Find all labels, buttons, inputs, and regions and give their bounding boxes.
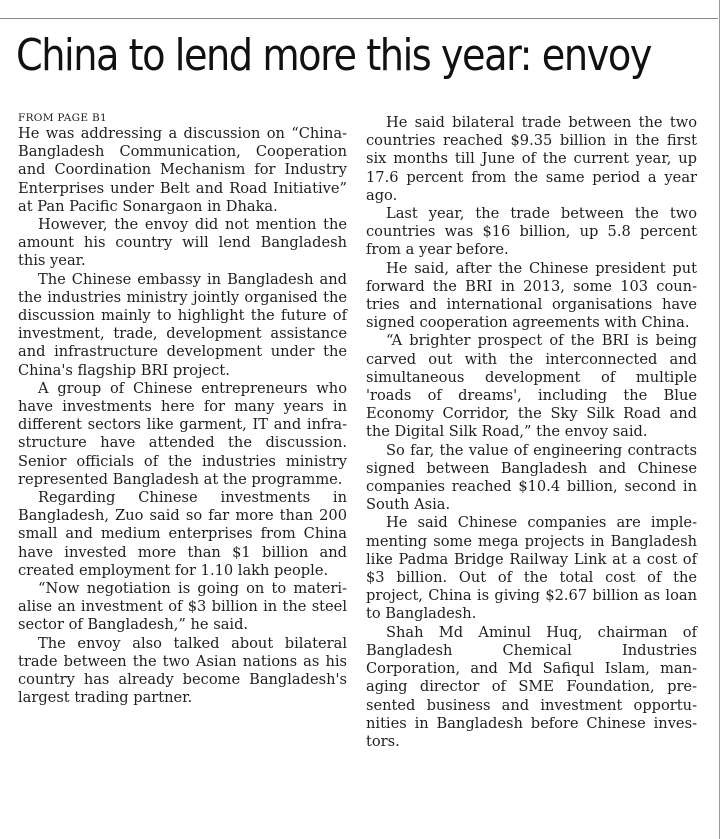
paragraph: He was addressing a discussion on “China-Bangladesh Communication, Cooperation and Coordination Mechanism for Industry Enterprises under Belt and Road Initiative” at Pan Pacific Sonargaon in Dhaka. bbox=[18, 125, 347, 215]
paragraph: The envoy also talked about bilateral trade between the two Asian nations as his country has already become Bangladesh's largest trading partner. bbox=[18, 634, 347, 707]
top-divider bbox=[0, 18, 718, 19]
paragraph: A group of Chinese entrepreneurs who have investments here for many years in different sectors like garment, IT and infrastructure have attended the discussion. Senior officials of the industries ministry represented Bangladesh at the programme. bbox=[18, 379, 347, 488]
paragraph: So far, the value of engineering contracts signed between Bangladesh and Chinese companies reached $10.4 billion, second in South Asia. bbox=[366, 441, 697, 514]
paragraph: Regarding Chinese investments in Bangladesh, Zuo said so far more than 200 small and medium enterprises from China have invested more than $1 billion and created employment for 1.10 lakh people. bbox=[18, 489, 347, 579]
paragraph: Shah Md Aminul Huq, chairman of Bangladesh Chemical Industries Corporation, and Md Safiqul Islam, managing director of SME Foundation, presented business and investment opportunities in Bangladesh before Chinese investors. bbox=[366, 623, 697, 750]
previous-article-remnant bbox=[0, 0, 727, 8]
paragraph: He said, after the Chinese president put forward the BRI in 2013, some 103 countries and international organisations have signed cooperation agreements with China. bbox=[366, 259, 697, 332]
paragraph: Last year, the trade between the two countries was $16 billion, up 5.8 percent from a year before. bbox=[366, 205, 697, 259]
paragraph: “Now negotiation is going on to materialise an investment of $3 billion in the steel sector of Bangladesh,” he said. bbox=[18, 580, 347, 634]
paragraph: However, the envoy did not mention the amount his country will lend Bangladesh this year. bbox=[18, 216, 347, 270]
headline: China to lend more this year: envoy bbox=[16, 30, 651, 81]
paragraph: “A brighter prospect of the BRI is being carved out with the interconnected and simultaneous development of multiple 'roads of dreams', including the Blue Economy Corridor, the Sky Silk Road and the Digital Silk Road,” the envoy said. bbox=[366, 332, 697, 441]
left-column bbox=[18, 112, 347, 708]
continued-from-kicker: FROM PAGE B1 bbox=[18, 112, 107, 124]
right-divider bbox=[719, 0, 720, 839]
paragraph: He said bilateral trade between the two countries reached $9.35 billion in the first six months till June of the current year, up 17.6 percent from the same period a year ago. bbox=[366, 114, 697, 204]
paragraph: He said Chinese companies are implementing some mega projects in Bangladesh like Padma Bridge Railway Link at a cost of $3 billion. Out of the total cost of the project, China is giving $2.67 billion as loan to Bangladesh. bbox=[366, 514, 697, 623]
right-column bbox=[366, 114, 697, 751]
paragraph: The Chinese embassy in Bangladesh and the industries ministry jointly organised the discussion mainly to highlight the future of investment, trade, development assistance and infrastructure development under the China's flagship BRI project. bbox=[18, 270, 347, 379]
